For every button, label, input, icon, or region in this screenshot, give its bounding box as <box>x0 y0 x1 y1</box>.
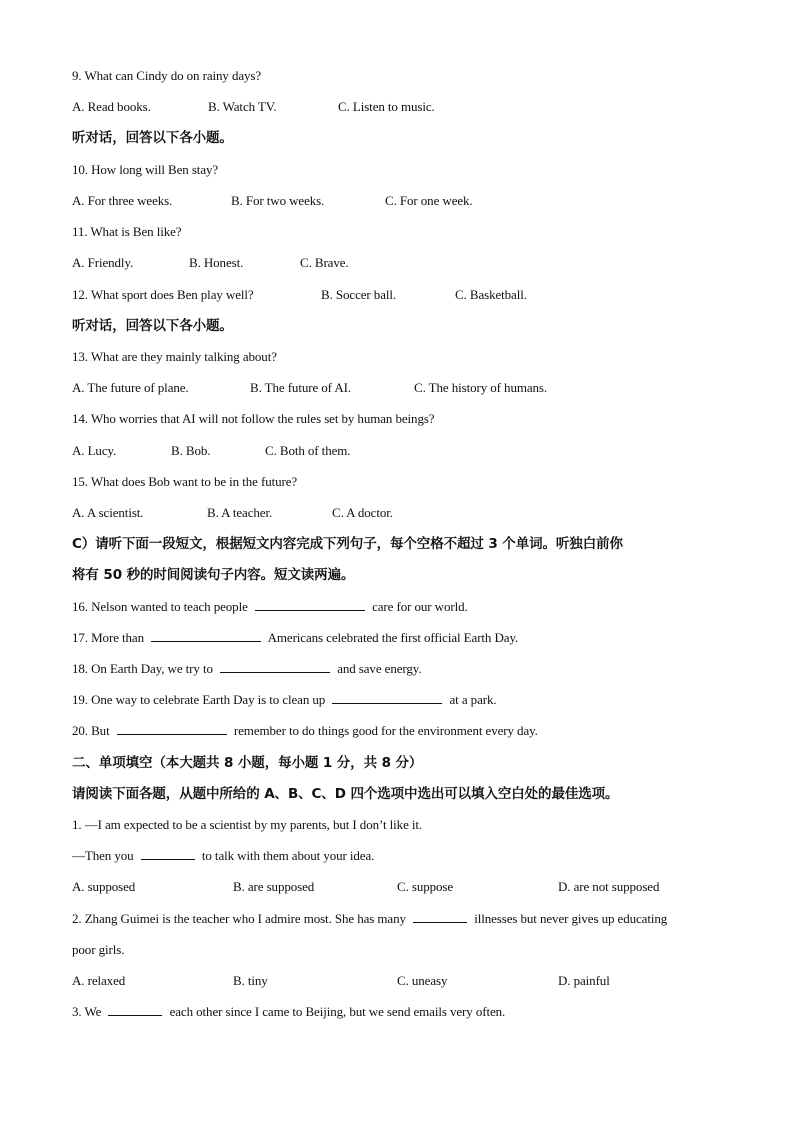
question-19 <box>72 691 497 709</box>
choice-1-line1: 1. —I am expected to be a scientist by my parents, but I don’t like it. <box>72 817 423 832</box>
part-2-title: 二、单项填空（本大题共 8 小题，每小题 1 分，共 8 分） <box>72 755 423 771</box>
answer-blank[interactable] <box>255 598 365 611</box>
question-19-post: at a park. <box>449 692 497 707</box>
question-16-pre: 16. Nelson wanted to teach people <box>72 599 248 614</box>
choice-2-line2: poor girls. <box>72 942 125 957</box>
question-17 <box>72 629 518 647</box>
choice-1-post: to talk with them about your idea. <box>201 848 375 863</box>
question-12-text: 12. What sport does Ben play well? <box>72 287 254 302</box>
choice-3-pre: 3. We <box>72 1004 102 1019</box>
option-b: B. are supposed <box>233 879 315 894</box>
choice-1-pre: —Then you <box>72 848 134 863</box>
question-17-post: Americans celebrated the first official Earth Day. <box>267 630 519 645</box>
option-b: B. Soccer ball. <box>321 287 397 302</box>
choice-2-line1 <box>72 910 667 928</box>
option-b: B. The future of AI. <box>250 380 352 395</box>
option-c: C. suppose <box>397 879 454 894</box>
question-15: 15. What does Bob want to be in the future? <box>72 474 298 489</box>
answer-blank[interactable] <box>413 910 467 923</box>
option-a: A. supposed <box>72 879 136 894</box>
question-14: 14. Who worries that AI will not follow the rules set by human beings? <box>72 411 435 426</box>
section-c-instruction-line2: 将有 50 秒的时间阅读句子内容。短文读两遍。 <box>72 567 355 583</box>
choice-3-post: each other since I came to Beijing, but we send emails very often. <box>169 1004 506 1019</box>
option-c: C. Brave. <box>300 255 349 270</box>
option-b: B. tiny <box>233 973 268 988</box>
option-c: C. uneasy <box>397 973 448 988</box>
option-a: A. Read books. <box>72 99 151 114</box>
choice-2-post: illnesses but never gives up educating <box>474 911 668 926</box>
question-18 <box>72 660 422 678</box>
answer-blank[interactable] <box>332 691 442 704</box>
option-c: C. The history of humans. <box>414 380 548 395</box>
option-c: C. Listen to music. <box>338 99 435 114</box>
option-b: B. Bob. <box>171 443 211 458</box>
answer-blank[interactable] <box>117 722 227 735</box>
option-a: A. Lucy. <box>72 443 117 458</box>
choice-2-pre: 2. Zhang Guimei is the teacher who I admire most. She has many <box>72 911 406 926</box>
question-18-pre: 18. On Earth Day, we try to <box>72 661 213 676</box>
option-c: C. For one week. <box>385 193 473 208</box>
option-c: C. Basketball. <box>455 287 527 302</box>
question-20 <box>72 722 538 740</box>
option-a: A. A scientist. <box>72 505 144 520</box>
option-d: D. are not supposed <box>558 879 660 894</box>
answer-blank[interactable] <box>151 629 261 642</box>
question-17-pre: 17. More than <box>72 630 144 645</box>
option-c: C. A doctor. <box>332 505 393 520</box>
option-b: B. Honest. <box>189 255 244 270</box>
option-a: A. Friendly. <box>72 255 134 270</box>
question-11: 11. What is Ben like? <box>72 224 182 239</box>
option-a: A. relaxed <box>72 973 126 988</box>
option-b: B. A teacher. <box>207 505 273 520</box>
question-13: 13. What are they mainly talking about? <box>72 349 277 364</box>
option-a: A. The future of plane. <box>72 380 189 395</box>
section-heading: 听对话，回答以下各小题。 <box>72 318 233 334</box>
option-b: B. Watch TV. <box>208 99 277 114</box>
question-9: 9. What can Cindy do on rainy days? <box>72 68 262 83</box>
question-20-post: remember to do things good for the environment every day. <box>233 723 538 738</box>
question-18-post: and save energy. <box>337 661 422 676</box>
question-16-post: care for our world. <box>372 599 468 614</box>
option-c: C. Both of them. <box>265 443 351 458</box>
choice-1-line2 <box>72 847 374 865</box>
section-c-instruction-line1: C）请听下面一段短文，根据短文内容完成下列句子，每个空格不超过 3 个单词。听独白前你 <box>72 536 623 552</box>
part-2-instruction: 请阅读下面各题，从题中所给的 A、B、C、D 四个选项中选出可以填入空白处的最佳选项。 <box>72 786 619 802</box>
option-a: A. For three weeks. <box>72 193 173 208</box>
choice-3-line1 <box>72 1003 505 1021</box>
option-b: B. For two weeks. <box>231 193 325 208</box>
answer-blank[interactable] <box>108 1003 162 1016</box>
question-20-pre: 20. But <box>72 723 110 738</box>
question-10: 10. How long will Ben stay? <box>72 162 219 177</box>
option-d: D. painful <box>558 973 610 988</box>
answer-blank[interactable] <box>141 847 195 860</box>
section-heading: 听对话，回答以下各小题。 <box>72 130 233 146</box>
question-16 <box>72 598 468 616</box>
answer-blank[interactable] <box>220 660 330 673</box>
question-19-pre: 19. One way to celebrate Earth Day is to clean up <box>72 692 326 707</box>
